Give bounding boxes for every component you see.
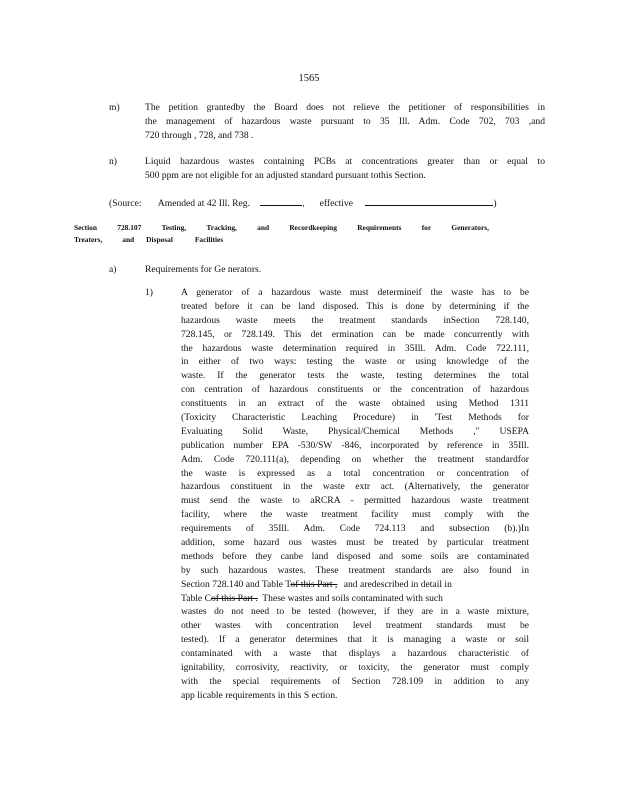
item-1-line: Adm. Code 720.111(a), depending on whether the treatment standardfor (181, 453, 529, 465)
source-amended: Amended at 42 Ill. Reg. (157, 198, 250, 209)
item-n-line: 500 ppm are not eligible for an adjusted standard pursuant tothis Section. (145, 169, 426, 181)
item-1-line: wastes do not need to be tested (however, if they are in a waste mixture, (181, 606, 529, 618)
item-1-line: facility, where the waste treatment facility must comply with the (181, 509, 529, 521)
subsection-a-title: Requirements for Ge nerators. (145, 264, 262, 275)
item-1-line: 728.145, or 728.149. This det ermination can be made concurrently with (181, 328, 529, 340)
item-1-line-rest: These wastes and soils contaminated with such (262, 592, 443, 604)
table-c-ref: Table C (181, 592, 211, 604)
heading-word: for (421, 223, 432, 232)
item-1-label: 1) (145, 287, 153, 298)
item-1-line: contaminated with a waste that displays a hazardous characteristic of (181, 648, 529, 660)
heading-word: 728.107 (117, 223, 142, 232)
effective-blank (365, 196, 493, 206)
reg-blank (260, 196, 302, 206)
item-m-text (145, 101, 545, 143)
item-n-label: n) (109, 156, 117, 167)
heading-word: Requirements (357, 223, 402, 232)
item-1-line: other wastes with concentration level treatment standards must be (181, 620, 529, 632)
item-1-line-with-strike (181, 578, 529, 592)
item-1-line: must send the waste to aRCRA - permitted hazardous waste treatment (181, 495, 529, 507)
item-m-line: The petition grantedby the Board does not relieve the petitioner of responsibilities in (145, 102, 545, 113)
item-1-line-rest: and aredescribed in detail in (343, 578, 452, 590)
source-comma: , (302, 198, 305, 209)
source-note (109, 196, 609, 211)
item-1-line: A generator of a hazardous waste must determineif the waste has to be (181, 287, 529, 298)
item-1-line-with-strike (181, 592, 529, 606)
item-1-line: Evaluating Solid Waste, Physical/Chemical Methods ," USEPA (181, 425, 529, 437)
source-prefix: (Source: (109, 198, 142, 209)
item-m-line: 720 through , 728, and 738 . (145, 129, 254, 141)
item-1-line: publication number EPA -530/SW -846, incorporated by reference in 35Ill. (181, 439, 529, 451)
item-1-line: the hazardous waste determination required in 35Ill. Adm. Code 722.111, (181, 342, 529, 354)
page-number: 1565 (298, 73, 320, 84)
section-heading (74, 222, 489, 246)
item-1-line: hazardous constituent in the waste extr act. (Alternatively, the generator (181, 481, 529, 493)
heading-word: Facilities (194, 235, 224, 244)
item-1-line: app licable requirements in this S ection. (181, 689, 338, 701)
item-1-line: with the special requirements of Section 728.109 in addition to any (181, 675, 529, 687)
item-1-line: the waste is expressed as a total concentration or concentration of (181, 467, 529, 479)
item-m-label: m) (109, 102, 120, 113)
item-1-line: treated before it can be land disposed. This is done by determining if the (181, 300, 529, 312)
item-1-line: methods before they canbe land disposed and some soils are contaminated (181, 550, 529, 562)
heading-word: Recordkeeping (289, 223, 337, 232)
item-1-line: requirements of 35Ill. Adm. Code 724.113 and subsection (b).)In (181, 523, 529, 535)
heading-word: Section (74, 223, 97, 232)
item-1-text (181, 286, 529, 703)
heading-word: Treaters, (74, 235, 103, 244)
deleted-text: of this Part . (210, 592, 258, 604)
subsection-a-label: a) (109, 264, 117, 275)
item-m-line: the management of hazardous waste pursuant to 35 Ill. Adm. Code 702, 703 ,and (145, 115, 545, 127)
heading-word: Testing, (161, 223, 187, 232)
item-n-text (145, 155, 545, 183)
source-effective: effective (319, 198, 353, 209)
item-1-line: hazardous waste meets the treatment standards inSection 728.140, (181, 314, 529, 326)
item-1-line: by such hazardous wastes. These treatment standards are also found in (181, 564, 529, 576)
heading-word: Disposal (146, 235, 173, 244)
item-1-line: constituents in an extract of the waste obtained using Method 1311 (181, 398, 529, 410)
item-1-line: in either of two ways: testing the waste or using knowledge of the (181, 356, 529, 368)
heading-word: and (257, 223, 270, 232)
table-t-ref: Section 728.140 and Table T (181, 578, 291, 590)
item-1-line: waste. If the generator tests the waste, testing determines the total (181, 370, 529, 382)
item-n-line: Liquid hazardous wastes containing PCBs at concentrations greater than or equal to (145, 156, 545, 167)
item-1-line: (Toxicity Characteristic Leaching Procedure) in 'Test Methods for (181, 412, 529, 424)
item-1-line: tested). If a generator determines that it is managing a waste or soil (181, 634, 529, 646)
heading-word: Generators, (451, 223, 489, 232)
item-1-line: ignitability, corrosivity, reactivity, or toxicity, the generator must comply (181, 662, 529, 674)
item-1-line: con centration of hazardous constituents or the concentration of hazardous (181, 384, 529, 396)
item-1-line: addition, some hazard ous wastes must be treated by particular treatment (181, 537, 529, 549)
source-close: ) (493, 198, 497, 209)
deleted-text: of this Part , (290, 578, 338, 590)
heading-word: Tracking, (206, 223, 237, 232)
heading-word: and (122, 235, 135, 244)
